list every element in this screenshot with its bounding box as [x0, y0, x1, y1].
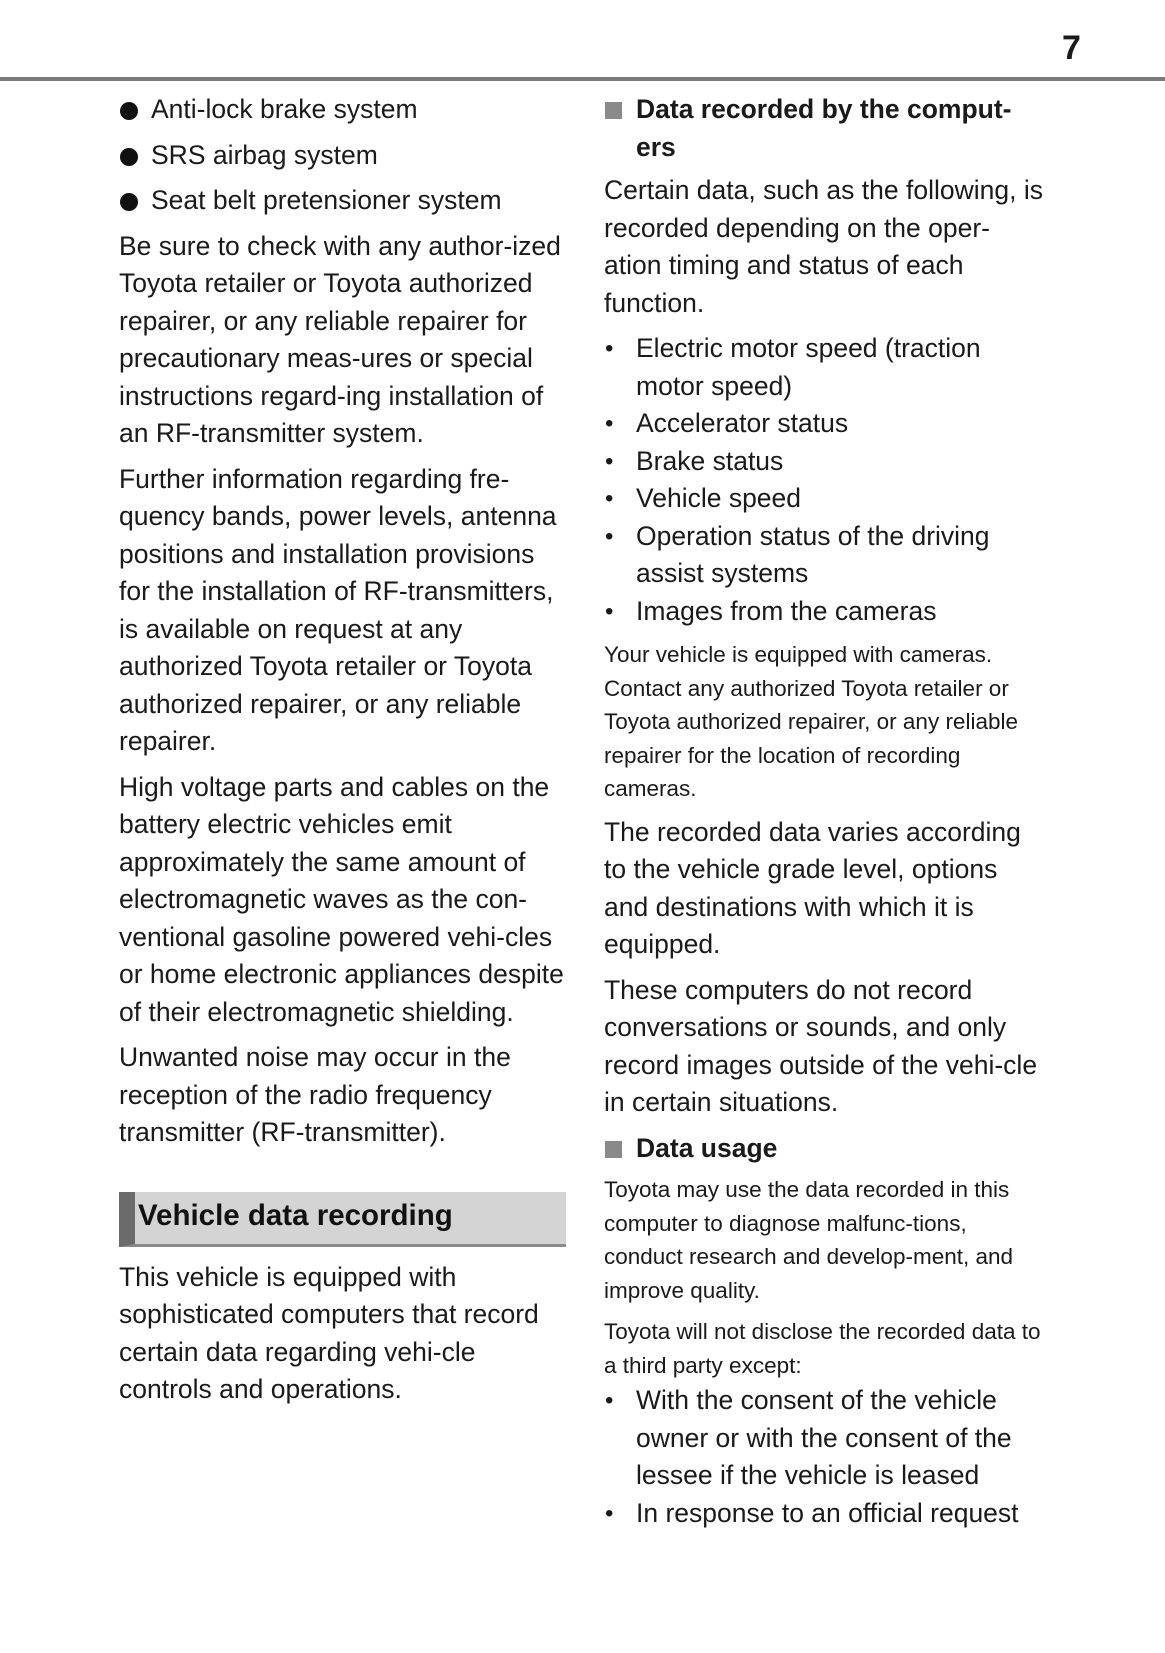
bullet-item: SRS airbag system	[119, 137, 566, 175]
list-item: • Electric motor speed (traction motor speed)	[604, 330, 1044, 405]
paragraph: These computers do not record conversations or sounds, and only record images outside of the vehi-cle in certain situations.	[604, 974, 1038, 1117]
bullet-item: Seat belt pretensioner system	[119, 182, 566, 220]
paragraph: Certain data, such as the following, is recorded depending on the oper-ation timing and status of each function.	[604, 175, 1043, 318]
paragraph: The recorded data varies according to the vehicle grade level, options and destinations with which it is equipped.	[604, 816, 1021, 959]
list-item: • Images from the cameras	[604, 593, 1044, 631]
recorded-data-list	[604, 330, 1044, 630]
list-item: • Brake status	[604, 443, 1044, 481]
paragraph: Be sure to check with any author-ized Toyota retailer or Toyota authorized repairer, or any reliable repairer for precautionary meas-ures or special instructions regard-ing installation of an RF-transmitter system.	[119, 230, 561, 448]
list-item: • Operation status of the driving assist systems	[604, 518, 1044, 593]
section-title-vehicle-data-recording: Vehicle data recording	[119, 1192, 566, 1247]
small-paragraph: Toyota may use the data recorded in this computer to diagnose malfunc-tions, conduct research and develop-ment, and improve quality.	[604, 1177, 1014, 1303]
list-item: • Accelerator status	[604, 405, 1044, 443]
page-number: 7	[1062, 29, 1081, 67]
system-bullet-list	[119, 91, 566, 220]
paragraph: High voltage parts and cables on the battery electric vehicles emit approximately the same amount of electromagnetic waves as the con-ventional gasoline powered vehi-cles or home electronic appliances despite of their electromagnetic shielding.	[119, 771, 564, 1027]
section-paragraph: This vehicle is equipped with sophisticated computers that record certain data regarding vehi-cle controls and operations.	[119, 1261, 539, 1404]
list-item: • Vehicle speed	[604, 480, 1044, 518]
list-item: • In response to an official request	[604, 1495, 1044, 1533]
bullet-item: Anti-lock brake system	[119, 91, 566, 129]
subheading-data-recorded: Data recorded by the comput-ers	[604, 91, 1044, 166]
disclosure-exceptions-list	[604, 1382, 1044, 1532]
paragraph: Unwanted noise may occur in the reception of the radio frequency transmitter (RF-transmitter).	[119, 1042, 511, 1147]
header-rule	[0, 77, 1165, 81]
paragraph: Further information regarding fre-quency bands, power levels, antenna positions and installation provisions for the installation of RF-transmitters, is available on request at any authorized Toyota retailer or Toyota authorized repairer, or any reliable repairer.	[119, 463, 557, 756]
small-paragraph: Toyota will not disclose the recorded data to a third party except:	[604, 1319, 1041, 1378]
left-column	[119, 91, 566, 1417]
camera-note: Your vehicle is equipped with cameras. Contact any authorized Toyota retailer or Toyota authorized repairer, or any reliable repairer for the location of recording cameras.	[604, 642, 1018, 801]
subheading-data-usage: Data usage	[604, 1130, 1044, 1168]
right-column	[604, 91, 1044, 1540]
list-item: • With the consent of the vehicle owner or with the consent of the lessee if the vehicle is leased	[604, 1382, 1044, 1495]
